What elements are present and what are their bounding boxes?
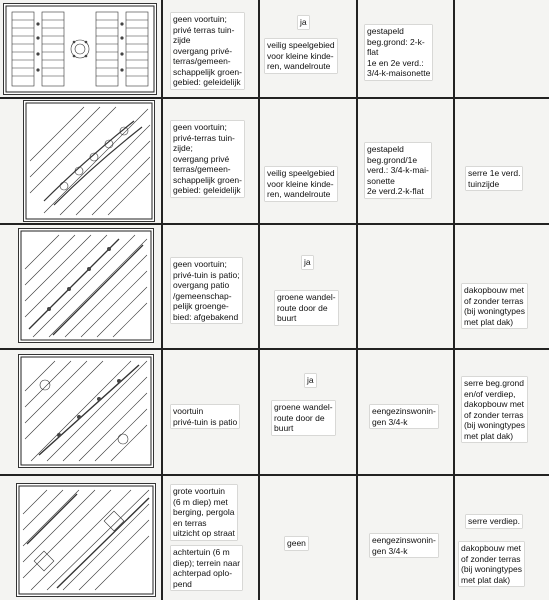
row-divider	[0, 348, 549, 350]
extension-options-text: dakopbouw met of zonder terras (bij woningtypes met plat dak)	[464, 285, 525, 327]
site-plan-drawing	[18, 228, 154, 343]
collective-space-text: veilig speelgebied voor kleine kinde- ren, wandelroute	[267, 168, 335, 199]
collective-space-text: groene wandel- route door de buurt	[277, 292, 336, 323]
extension-options-text: serre verdiep.	[468, 516, 520, 526]
column-divider	[161, 0, 163, 600]
back-garden-text: achtertuin (6 m diep); terrein naar achterpad oplo- pend	[173, 547, 241, 589]
row-divider	[0, 474, 549, 476]
row-divider	[0, 223, 549, 225]
collective-space-text: veilig speelgebied voor kleine kinde- ren, wandelroute	[267, 40, 335, 71]
site-plan-drawing	[18, 354, 154, 468]
site-plan-drawing	[23, 100, 155, 222]
column-divider	[453, 0, 455, 600]
housing-type-text: gestapeld beg.grond: 2-k- flat 1e en 2e verd.: 3/4-k-maisonette	[367, 26, 431, 78]
roof-extension-text: dakopbouw met of zonder terras (bij woningtypes met plat dak)	[461, 543, 522, 585]
collective-space-text: geen	[287, 538, 306, 548]
column-divider	[258, 0, 260, 600]
extension-options-text: serre beg.grond en/of verdiep, dakopbouw met of zonder terras (bij woningtypes met plat dak)	[464, 378, 525, 441]
privacy-transition-text: geen voortuin; privé-terras tuin- zijde; overgang privé terras/gemeen- schappelijk groen- gebied: geleidelijk	[173, 122, 242, 195]
collective-space-text: groene wandel- route door de buurt	[274, 402, 333, 433]
privacy-transition-text: geen voortuin; privé terras tuin- zijde overgang privé- terras/gemeen- schappelijk groen- gebied: geleidelijk	[173, 14, 242, 87]
row-divider	[0, 97, 549, 99]
play-area-indicator: ja	[304, 257, 311, 267]
privacy-transition-text: geen voortuin; privé-tuin is patio; overgang patio /gemeenschap- pelijk groenge- bied: afgebakend	[173, 259, 240, 322]
housing-type-text: eengezinswonin- gen 3/4-k	[372, 535, 436, 556]
play-area-indicator: ja	[307, 375, 314, 385]
extension-options-text: serre 1e verd. tuinzijde	[468, 168, 521, 189]
housing-type-text: gestapeld beg.grond/1e verd.: 3/4-k-mai- sonette 2e verd.2-k-flat	[367, 144, 429, 196]
housing-type-text: eengezinswonin- gen 3/4-k	[372, 406, 436, 427]
privacy-transition-text: voortuin privé-tuin is patio	[173, 406, 238, 427]
column-divider	[356, 0, 358, 600]
site-plan-drawing	[3, 3, 157, 95]
front-garden-text: grote voortuin (6 m diep) met berging, pergola en terras uitzicht op straat	[173, 486, 235, 538]
play-area-indicator: ja	[300, 17, 307, 27]
site-plan-drawing	[16, 483, 156, 597]
